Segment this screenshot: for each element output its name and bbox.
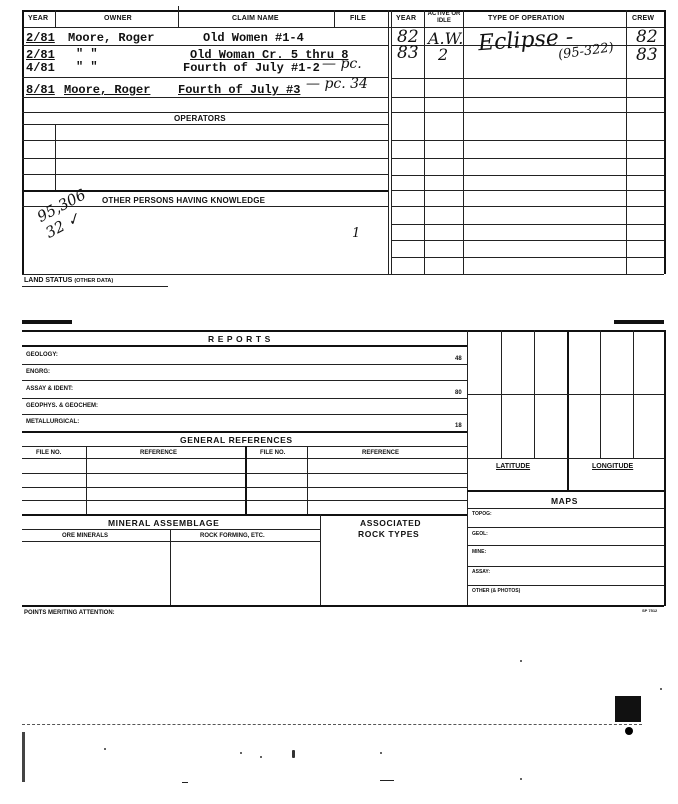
col-reference-2: REFERENCE: [362, 450, 400, 456]
claim-annotation: — pc. 34: [306, 76, 368, 92]
header-file: FILE: [350, 15, 366, 22]
col-reference: REFERENCE: [140, 450, 178, 456]
claim-owner: Moore, Roger: [64, 83, 151, 97]
reports-title: R E P O R T S: [208, 334, 271, 344]
operators-label: OPERATORS: [174, 114, 226, 123]
form-code: SP 7512: [642, 608, 658, 613]
operation-crew: 83: [636, 45, 658, 65]
mineral-assemblage-title: MINERAL ASSEMBLAGE: [108, 518, 220, 528]
claim-owner: Moore, Roger: [68, 31, 155, 45]
operation-status: A.W.: [428, 29, 464, 48]
associated-label: ASSOCIATED: [360, 518, 422, 528]
report-assay-num: 80: [455, 390, 462, 396]
general-references-title: GENERAL REFERENCES: [180, 435, 293, 445]
maps-assay: ASSAY:: [472, 569, 491, 575]
other-persons-note: 95,306 32 ✓: [34, 185, 89, 242]
maps-topog: TOPOG:: [472, 511, 492, 517]
ore-minerals-label: ORE MINERALS: [62, 533, 109, 539]
header-year-operations: YEAR: [396, 15, 417, 22]
claim-name: Old Women #1-4: [203, 31, 304, 45]
operation-crew: 82: [636, 27, 658, 47]
claim-name: Fourth of July #3: [178, 83, 301, 97]
claim-year: 8/81: [26, 83, 55, 97]
col-file-no: FILE NO.: [36, 450, 62, 456]
header-claim-name: CLAIM NAME: [232, 15, 279, 22]
report-metallurgical-num: 18: [455, 423, 462, 429]
other-persons-label: OTHER PERSONS HAVING KNOWLEDGE: [102, 196, 266, 205]
claim-owner: " ": [76, 47, 98, 61]
maps-mine: MINE:: [472, 549, 487, 555]
header-crew: CREW: [632, 15, 655, 22]
land-status-text: LAND STATUS: [24, 277, 73, 284]
rock-types-label: ROCK TYPES: [358, 529, 420, 539]
claim-year: 4/81: [26, 61, 55, 75]
other-persons-mark: 1: [352, 226, 361, 241]
points-meriting-attention-label: POINTS MERITING ATTENTION:: [24, 610, 115, 616]
report-geology-num: 48: [455, 356, 462, 362]
header-type-of-operation: TYPE OF OPERATION: [488, 15, 565, 22]
report-geology: GEOLOGY:: [26, 352, 58, 358]
claim-year: 2/81: [26, 48, 55, 62]
report-engrg: ENGRG:: [26, 369, 50, 375]
operation-type-note: (95-322): [557, 40, 615, 63]
header-active-idle: ACTIVE OR IDLE: [427, 11, 461, 24]
land-status-sub: (OTHER DATA): [74, 278, 114, 284]
rock-forming-label: ROCK FORMING, ETC.: [200, 533, 265, 539]
maps-geol: GEOL:: [472, 531, 488, 537]
claim-owner: " ": [76, 60, 98, 74]
report-assay: ASSAY & IDENT:: [26, 386, 74, 392]
report-metallurgical: METALLURGICAL:: [26, 419, 80, 425]
report-geophys: GEOPHYS. & GEOCHEM:: [26, 403, 99, 409]
claim-name: Fourth of July #1-2: [183, 61, 320, 75]
maps-other: OTHER (& PHOTOS): [472, 588, 521, 594]
land-status-label: [24, 277, 113, 284]
header-owner: OWNER: [104, 15, 132, 22]
longitude-label: LONGITUDE: [592, 463, 634, 470]
operation-year: 83: [397, 43, 419, 63]
latitude-label: LATITUDE: [496, 463, 531, 470]
claim-name: Old Woman Cr. 5 thru 8: [190, 48, 349, 62]
claim-annotation: — pc.: [322, 56, 362, 72]
header-year: YEAR: [28, 15, 49, 22]
col-file-no-2: FILE NO.: [260, 450, 286, 456]
maps-title: MAPS: [551, 496, 578, 506]
operation-year: 82: [397, 27, 419, 47]
claim-year: 2/81: [26, 31, 55, 45]
operation-status: 2: [438, 45, 449, 64]
operation-type: Eclipse -: [477, 24, 575, 57]
